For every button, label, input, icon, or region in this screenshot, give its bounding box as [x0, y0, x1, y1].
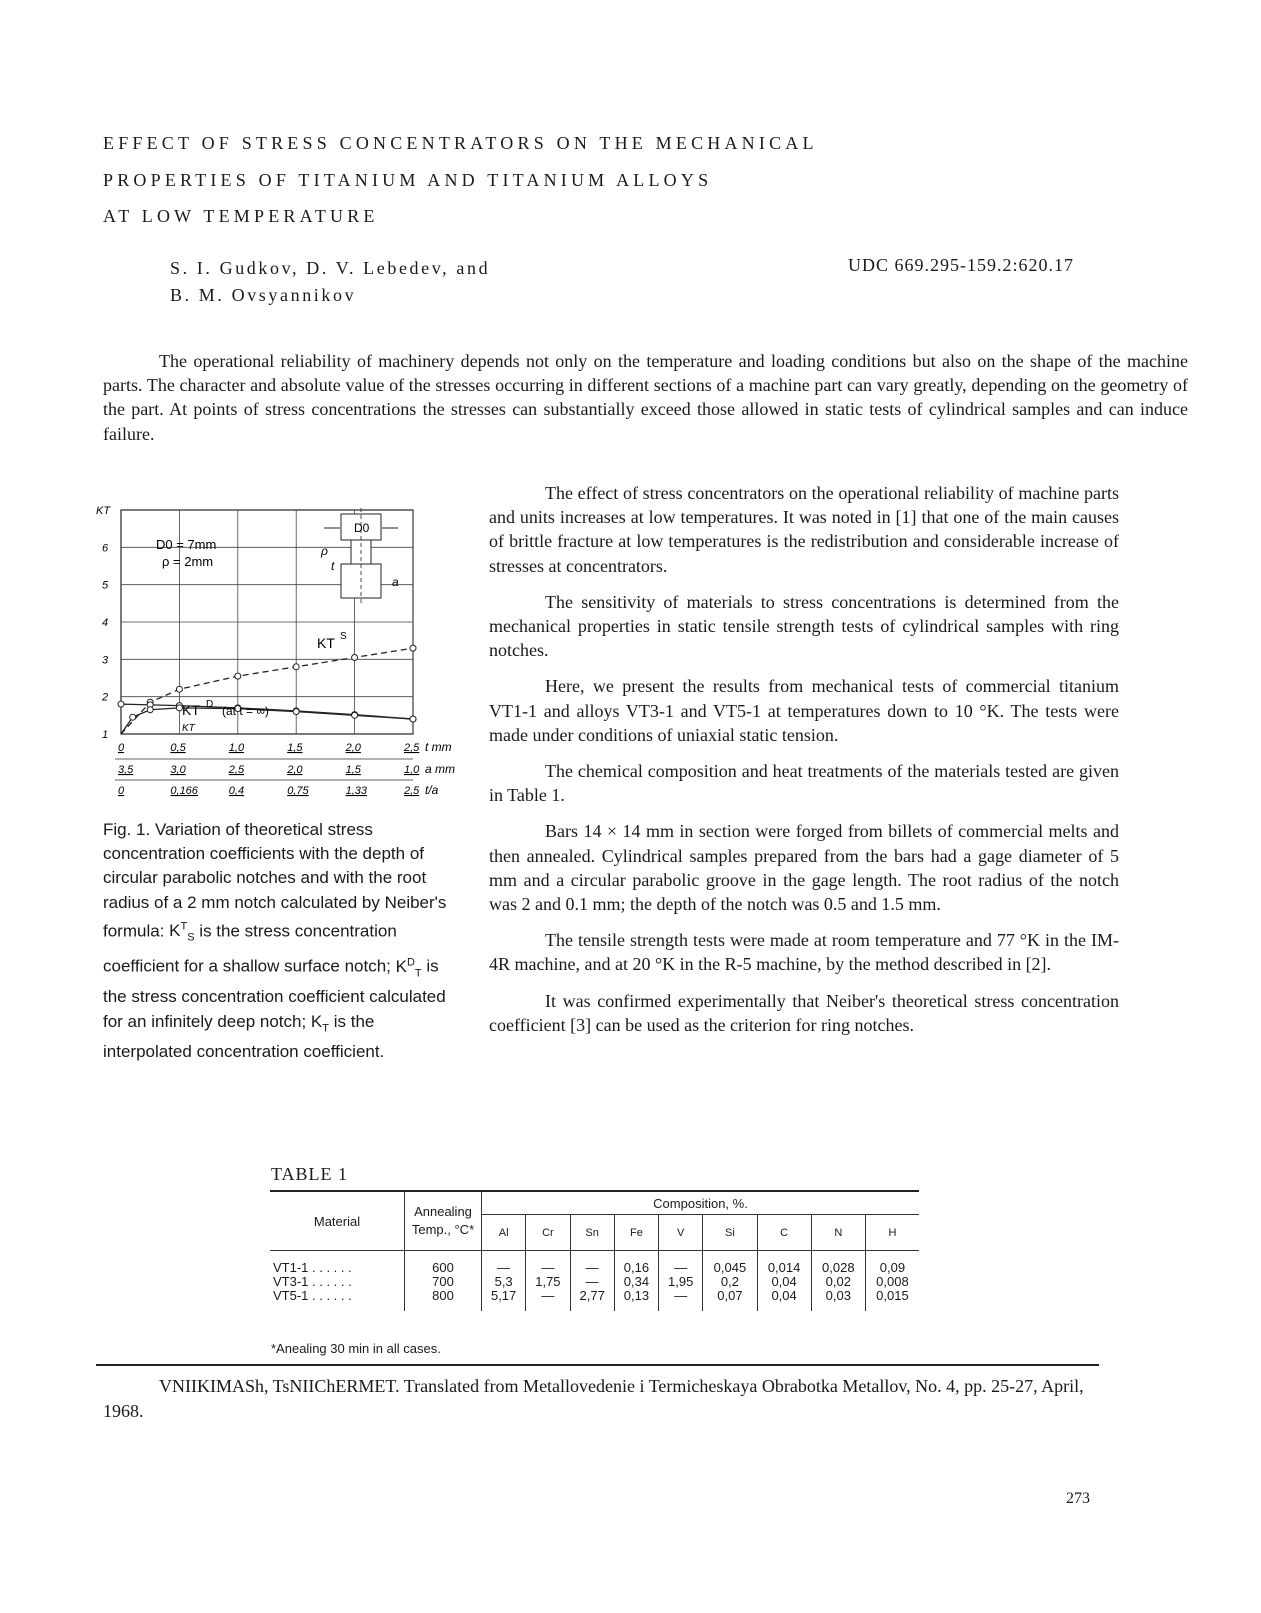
- header-element-fe: Fe: [614, 1215, 658, 1251]
- composition-table: [270, 1190, 919, 1311]
- x-tick-label: 2,0: [287, 764, 303, 776]
- x-tick-label: 1,0: [228, 742, 245, 754]
- x-tick-label: 2,5: [404, 785, 420, 797]
- cell-v: —: [659, 1289, 703, 1311]
- x-tick-label: 3,5: [118, 764, 134, 776]
- header-element-v: V: [659, 1215, 703, 1251]
- cell-cr: —: [526, 1251, 570, 1276]
- header-element-c: C: [757, 1215, 811, 1251]
- table-row: [270, 1289, 919, 1311]
- series-point-2: [293, 709, 299, 715]
- authors-line-1: S. I. Gudkov, D. V. Lebedev, and: [170, 258, 491, 278]
- body-paragraph-2: The sensitivity of materials to stress concentrations is determined from the mechanical properties in static tensile strength tests of cylindrical samples with ring notches.: [489, 591, 1119, 661]
- cell-si: 0,2: [703, 1275, 757, 1289]
- cell-annealing-temp: 600: [405, 1251, 482, 1276]
- annotation-d0: D0 = 7mm: [156, 537, 217, 552]
- x-tick-label: 0,5: [170, 742, 186, 754]
- cell-h: 0,09: [865, 1251, 919, 1276]
- sketch-label-a: a: [392, 575, 399, 589]
- caption-kt: $K_T$: [310, 1011, 329, 1034]
- cell-v: 1,95: [659, 1275, 703, 1289]
- y-tick-label: 1: [102, 729, 109, 741]
- header-element-si: Si: [703, 1215, 757, 1251]
- x-tick-label: 0,4: [228, 785, 245, 797]
- x-tick-label: 0: [118, 742, 125, 754]
- cell-h: 0,008: [865, 1275, 919, 1289]
- cell-cr: —: [526, 1289, 570, 1311]
- cell-c: 0,014: [757, 1251, 811, 1276]
- annotation-ktd-sup: D: [206, 699, 214, 710]
- x-axis-unit: t/a: [425, 783, 439, 797]
- y-tick-label: 5: [102, 579, 109, 592]
- body-paragraph-5: Bars 14 × 14 mm in section were forged from billets of commercial melts and then annealed. Cylindrical samples prepared from the bars had a gage diameter of 5 mm and a circular parabolic groove in the gage length. The root radius of the notch was 2 and 0.1 mm; the depth of the notch was 0.5 and 1.5 mm.: [489, 821, 1119, 915]
- x-tick-label: 3,0: [170, 764, 186, 776]
- x-tick-label: 2,5: [404, 742, 420, 754]
- series-point-2: [147, 707, 153, 713]
- cell-material: VT1-1 . . . . . .: [273, 1260, 352, 1275]
- sketch-label-d0: D0: [354, 521, 370, 535]
- body-text: [489, 481, 1119, 1049]
- cell-si: 0,07: [703, 1289, 757, 1311]
- udc-code: UDC 669.295-159.2:620.17: [848, 255, 1074, 275]
- table-row: [270, 1275, 919, 1289]
- cell-cr: 1,75: [526, 1275, 570, 1289]
- x-tick-label: 1,0: [404, 764, 420, 776]
- cell-c: 0,04: [757, 1275, 811, 1289]
- table-footnote: *Anealing 30 min in all cases.: [271, 1341, 441, 1356]
- annotation-kts-sup: S: [340, 631, 347, 642]
- body-paragraph-7: It was confirmed experimentally that Neiber's theoretical stress concentration coefficient [3] can be used as the criterion for ring notches.: [489, 990, 1119, 1035]
- x-tick-label: 0,75: [287, 785, 309, 797]
- series-point-0: [235, 673, 241, 679]
- authors: [170, 255, 490, 309]
- header-annealing: Annealing Temp., °C*: [405, 1191, 482, 1251]
- cell-sn: —: [570, 1275, 614, 1289]
- cell-fe: 0,34: [614, 1275, 658, 1289]
- cell-n: 0,03: [811, 1289, 865, 1311]
- cell-n: 0,02: [811, 1275, 865, 1289]
- intro-paragraph: The operational reliability of machinery depends not only on the temperature and loading conditions but also on the shape of the machine parts. The character and absolute value of the stresses occurring in different sections of a machine part can vary greatly, depending on the geometry of the part. At points of stress concentrations the stresses can substantially exceed those allowed in static tests of cylindrical samples and can induce failure.: [103, 351, 1188, 444]
- series-point-2: [130, 714, 136, 720]
- annotation-kts: KT: [317, 635, 335, 651]
- body-paragraph-3: Here, we present the results from mechanical tests of commercial titanium VT1-1 and alloys VT3-1 and VT5-1 at temperatures down to 10 °K. The tests were made under conditions of uniaxial static tension.: [489, 676, 1119, 745]
- cell-annealing-temp: 700: [405, 1275, 482, 1289]
- header-composition: Composition, %.: [482, 1191, 920, 1215]
- source-note: VNIIKIMASh, TsNIIChERMET. Translated from Metallovedenie i Termicheskaya Obrabotka Metallov, No. 4, pp. 25-27, April, 1968.: [103, 1376, 1084, 1421]
- x-tick-label: 1,33: [345, 785, 368, 797]
- x-axis-unit: t mm: [425, 740, 452, 754]
- header-element-al: Al: [482, 1215, 526, 1251]
- title-line-3: AT LOW TEMPERATURE: [103, 206, 379, 226]
- y-tick-label: 2: [102, 691, 109, 704]
- y-tick-label: 6: [102, 542, 109, 555]
- x-tick-label: 0: [118, 785, 125, 797]
- cell-sn: 2,77: [570, 1289, 614, 1311]
- cell-material: VT5-1 . . . . . .: [273, 1288, 352, 1303]
- cell-v: —: [659, 1251, 703, 1276]
- page-number: 273: [1066, 1490, 1090, 1507]
- cell-si: 0,045: [703, 1251, 757, 1276]
- x-tick-label: 0,166: [170, 785, 198, 797]
- cell-al: 5,17: [482, 1289, 526, 1311]
- cell-c: 0,04: [757, 1289, 811, 1311]
- header-element-h: H: [865, 1215, 919, 1251]
- caption-part-3: is the stress concentration coefficient calculated for an infinitely deep notch;: [103, 956, 446, 1031]
- body-paragraph-6: The tensile strength tests were made at room temperature and 77 °K in the IM-4R machine, and at 20 °K in the R-5 machine, by the method described in [2].: [489, 930, 1119, 975]
- cell-al: 5,3: [482, 1275, 526, 1289]
- caption-kts: $K^T_S$: [169, 920, 195, 944]
- annotation-ktd-note: (at t = ∞): [222, 704, 269, 718]
- body-paragraph-4: The chemical composition and heat treatments of the materials tested are given in Table 1.: [489, 761, 1119, 806]
- title-line-2: PROPERTIES OF TITANIUM AND TITANIUM ALLOYS: [103, 170, 713, 190]
- x-tick-label: 2,0: [345, 742, 361, 754]
- sketch-label-rho: ρ: [321, 544, 328, 558]
- y-tick-label: 4: [102, 617, 109, 629]
- x-tick-label: 1,5: [287, 742, 303, 754]
- sketch-label-t: t: [331, 559, 335, 573]
- cell-sn: —: [570, 1251, 614, 1276]
- series-line-0: [121, 648, 413, 734]
- body-paragraph-1: The effect of stress concentrators on the operational reliability of machine parts and units increases at low temperatures. It was noted in [1] that one of the main causes of brittle fracture at low temperatures is the redistribution and considerable increase of stresses at concentrators.: [489, 483, 1119, 576]
- header-element-n: N: [811, 1215, 865, 1251]
- annotation-rho: ρ = 2mm: [162, 554, 214, 569]
- table-row: [270, 1251, 919, 1276]
- figure-1-caption: [103, 818, 448, 1064]
- cell-h: 0,015: [865, 1289, 919, 1311]
- authors-line-2: B. M. Ovsyannikov: [170, 285, 357, 305]
- cell-fe: 0,16: [614, 1251, 658, 1276]
- caption-part-1: Fig. 1. Variation of theoretical stress concentration coefficients with the depth of circular parabolic notches and with the root radius of a 2 mm notch calculated by Neiber's formula:: [103, 820, 447, 941]
- series-point-2: [410, 716, 416, 722]
- y-tick-label: 3: [102, 654, 109, 667]
- cell-annealing-temp: 800: [405, 1289, 482, 1311]
- caption-ktd: $K^D_T$: [395, 956, 422, 980]
- x-axis-unit: a mm: [425, 762, 455, 776]
- series-point-0: [176, 686, 182, 692]
- caption-part-2: is the stress concentration coefficient for a shallow surface notch;: [103, 921, 397, 976]
- x-tick-label: 2,5: [228, 764, 245, 776]
- series-point-0: [410, 645, 416, 651]
- table-label: TABLE 1: [271, 1164, 349, 1184]
- figure-1-chart: [96, 500, 455, 810]
- cell-fe: 0,13: [614, 1289, 658, 1311]
- header-material: Material: [270, 1191, 405, 1251]
- title-line-1: EFFECT OF STRESS CONCENTRATORS ON THE MECHANICAL: [103, 133, 818, 153]
- series-point-0: [352, 654, 358, 660]
- cell-n: 0,028: [811, 1251, 865, 1276]
- cell-al: —: [482, 1251, 526, 1276]
- annotation-kt: KT: [182, 723, 195, 734]
- caption-part-4: is the interpolated concentration coefficient.: [103, 1011, 385, 1062]
- footer-rule: [96, 1364, 1099, 1366]
- header-element-sn: Sn: [570, 1215, 614, 1251]
- header-element-cr: Cr: [526, 1215, 570, 1251]
- annotation-ktd: KT: [182, 702, 200, 718]
- cell-material: VT3-1 . . . . . .: [273, 1274, 352, 1289]
- series-point-0: [293, 664, 299, 670]
- y-axis-label: KT: [96, 505, 111, 517]
- series-point-1: [118, 701, 124, 707]
- x-tick-label: 1,5: [345, 764, 361, 776]
- series-point-2: [352, 712, 358, 718]
